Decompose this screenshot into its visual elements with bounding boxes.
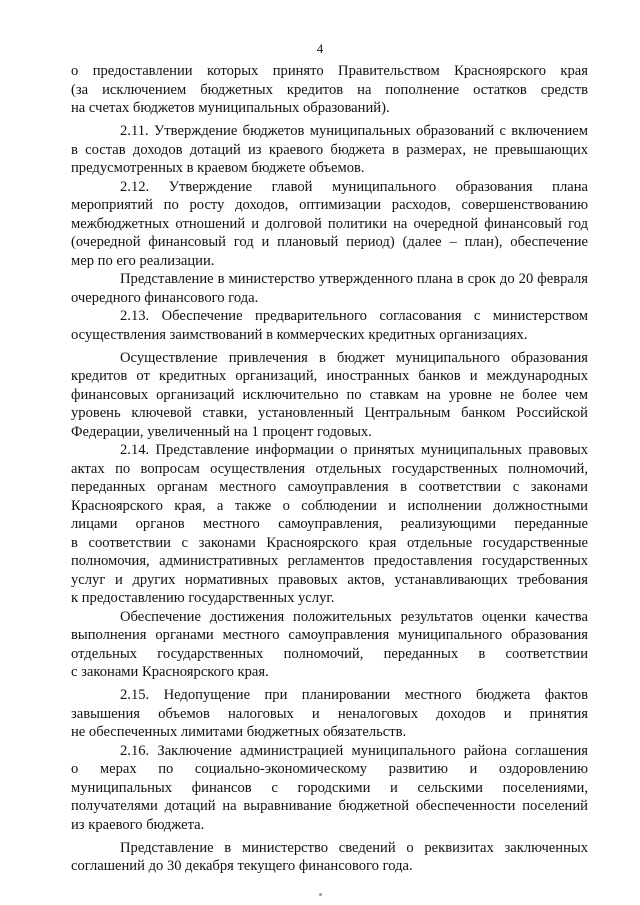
paragraph-line: в соответствии с законами Красноярского края отдельные государственные	[71, 534, 588, 551]
paragraph-line: мер по его реализации.	[71, 252, 215, 269]
paragraph	[71, 441, 588, 608]
paragraph	[71, 122, 588, 178]
paragraph-line: 2.16. Заключение администрацией муниципального района соглашения	[120, 742, 588, 759]
paragraph-line: предусмотренных в краевом бюджете объемов.	[71, 160, 365, 176]
paragraph-line: Красноярского края, а также о соблюдении и исполнении должностными	[71, 497, 588, 514]
paragraph-line: соглашений до 30 декабря текущего финансового года.	[71, 858, 413, 874]
paragraph-line: не обеспеченных лимитами бюджетных обязательств.	[71, 724, 407, 740]
paragraph-line: 2.12. Утверждение главой муниципального образования плана	[120, 178, 588, 195]
paragraph	[71, 349, 588, 442]
paragraph-line: 2.15. Недопущение при планировании местного бюджета фактов	[120, 687, 588, 703]
paragraph-line: (за исключением бюджетных кредитов на пополнение остатков средств	[71, 81, 588, 98]
paragraph-line: актах по вопросам осуществления отдельных государственных полномочий,	[71, 460, 588, 477]
paragraph-line: переданных органам местного самоуправления в соответствии с законами	[71, 479, 588, 495]
paragraph-line: услуг и других нормативных правовых актов, устанавливающих требования	[71, 571, 588, 588]
paragraph-line: на счетах бюджетов муниципальных образований).	[71, 100, 390, 116]
paragraph	[71, 686, 588, 742]
paragraph-line: уровень ключевой ставки, установленный Центральным банком Российской	[71, 405, 588, 421]
paragraph-line: завышения объемов налоговых и неналоговых доходов и принятия	[71, 705, 588, 722]
paragraph	[71, 742, 588, 835]
paragraph-line: муниципальных финансов с городскими и сельскими поселениями,	[71, 779, 588, 796]
scan-dot	[319, 893, 322, 896]
paragraph-line: получателями дотаций на выравнивание бюджетной обеспеченности поселений	[71, 798, 588, 814]
paragraph-line: с законами Красноярского края.	[71, 664, 269, 680]
paragraph-line: Осуществление привлечения в бюджет муниципального образования	[120, 349, 588, 366]
paragraph	[71, 270, 588, 307]
paragraph	[71, 839, 588, 876]
paragraph-line: лицами органов местного самоуправления, реализующими переданные	[71, 516, 588, 532]
paragraph-line: Представление в министерство сведений о реквизитах заключенных	[120, 839, 588, 856]
paragraph-line: финансовых организаций исключительно по ставкам на уровне не более чем	[71, 386, 588, 403]
paragraph	[71, 62, 588, 118]
page-number: 4	[316, 41, 324, 56]
paragraph-line: 2.14. Представление информации о принятых муниципальных правовых	[120, 442, 588, 458]
paragraph-line: из краевого бюджета.	[71, 816, 205, 833]
paragraph-line: мероприятий по росту доходов, оптимизации расходов, совершенствованию	[71, 197, 588, 213]
paragraph-line: о предоставлении которых принято Правительством Красноярского края	[71, 63, 588, 79]
paragraph-line: полномочия, административных регламентов предоставления государственных	[71, 553, 588, 569]
paragraph-line: Представление в министерство утвержденного плана в срок до 20 февраля	[120, 271, 588, 287]
paragraph-line: выполнения органами местного самоуправления муниципального образования	[71, 627, 588, 643]
paragraph-line: Федерации, увеличенный на 1 процент годовых.	[71, 423, 372, 440]
paragraph-line: осуществления заимствований в коммерческих кредитных организациях.	[71, 326, 528, 343]
paragraph	[71, 608, 588, 682]
paragraph-line: (очередной финансовый год и плановый период) (далее – план), обеспечение	[71, 234, 588, 250]
paragraph-line: кредитов от кредитных организаций, иностранных банков и международных	[71, 368, 588, 384]
paragraph-line: в состав доходов дотаций из краевого бюджета в размерах, не превышающих	[71, 141, 588, 158]
paragraph	[71, 307, 588, 344]
paragraph-line: о мерах по социально-экономическому развитию и оздоровлению	[71, 761, 588, 777]
paragraph-line: к предоставлению государственных услуг.	[71, 590, 335, 606]
paragraph	[71, 178, 588, 271]
document-body	[71, 62, 588, 876]
paragraph-line: Обеспечение достижения положительных результатов оценки качества	[120, 608, 588, 625]
paragraph-line: очередного финансового года.	[71, 289, 259, 306]
paragraph-line: 2.13. Обеспечение предварительного согласования с министерством	[120, 308, 588, 324]
paragraph-line: межбюджетных отношений и долговой политики на очередной финансовый год	[71, 215, 588, 232]
paragraph-line: 2.11. Утверждение бюджетов муниципальных образований с включением	[120, 123, 588, 139]
paragraph-line: отдельных государственных полномочий, переданных в соответствии	[71, 645, 588, 662]
